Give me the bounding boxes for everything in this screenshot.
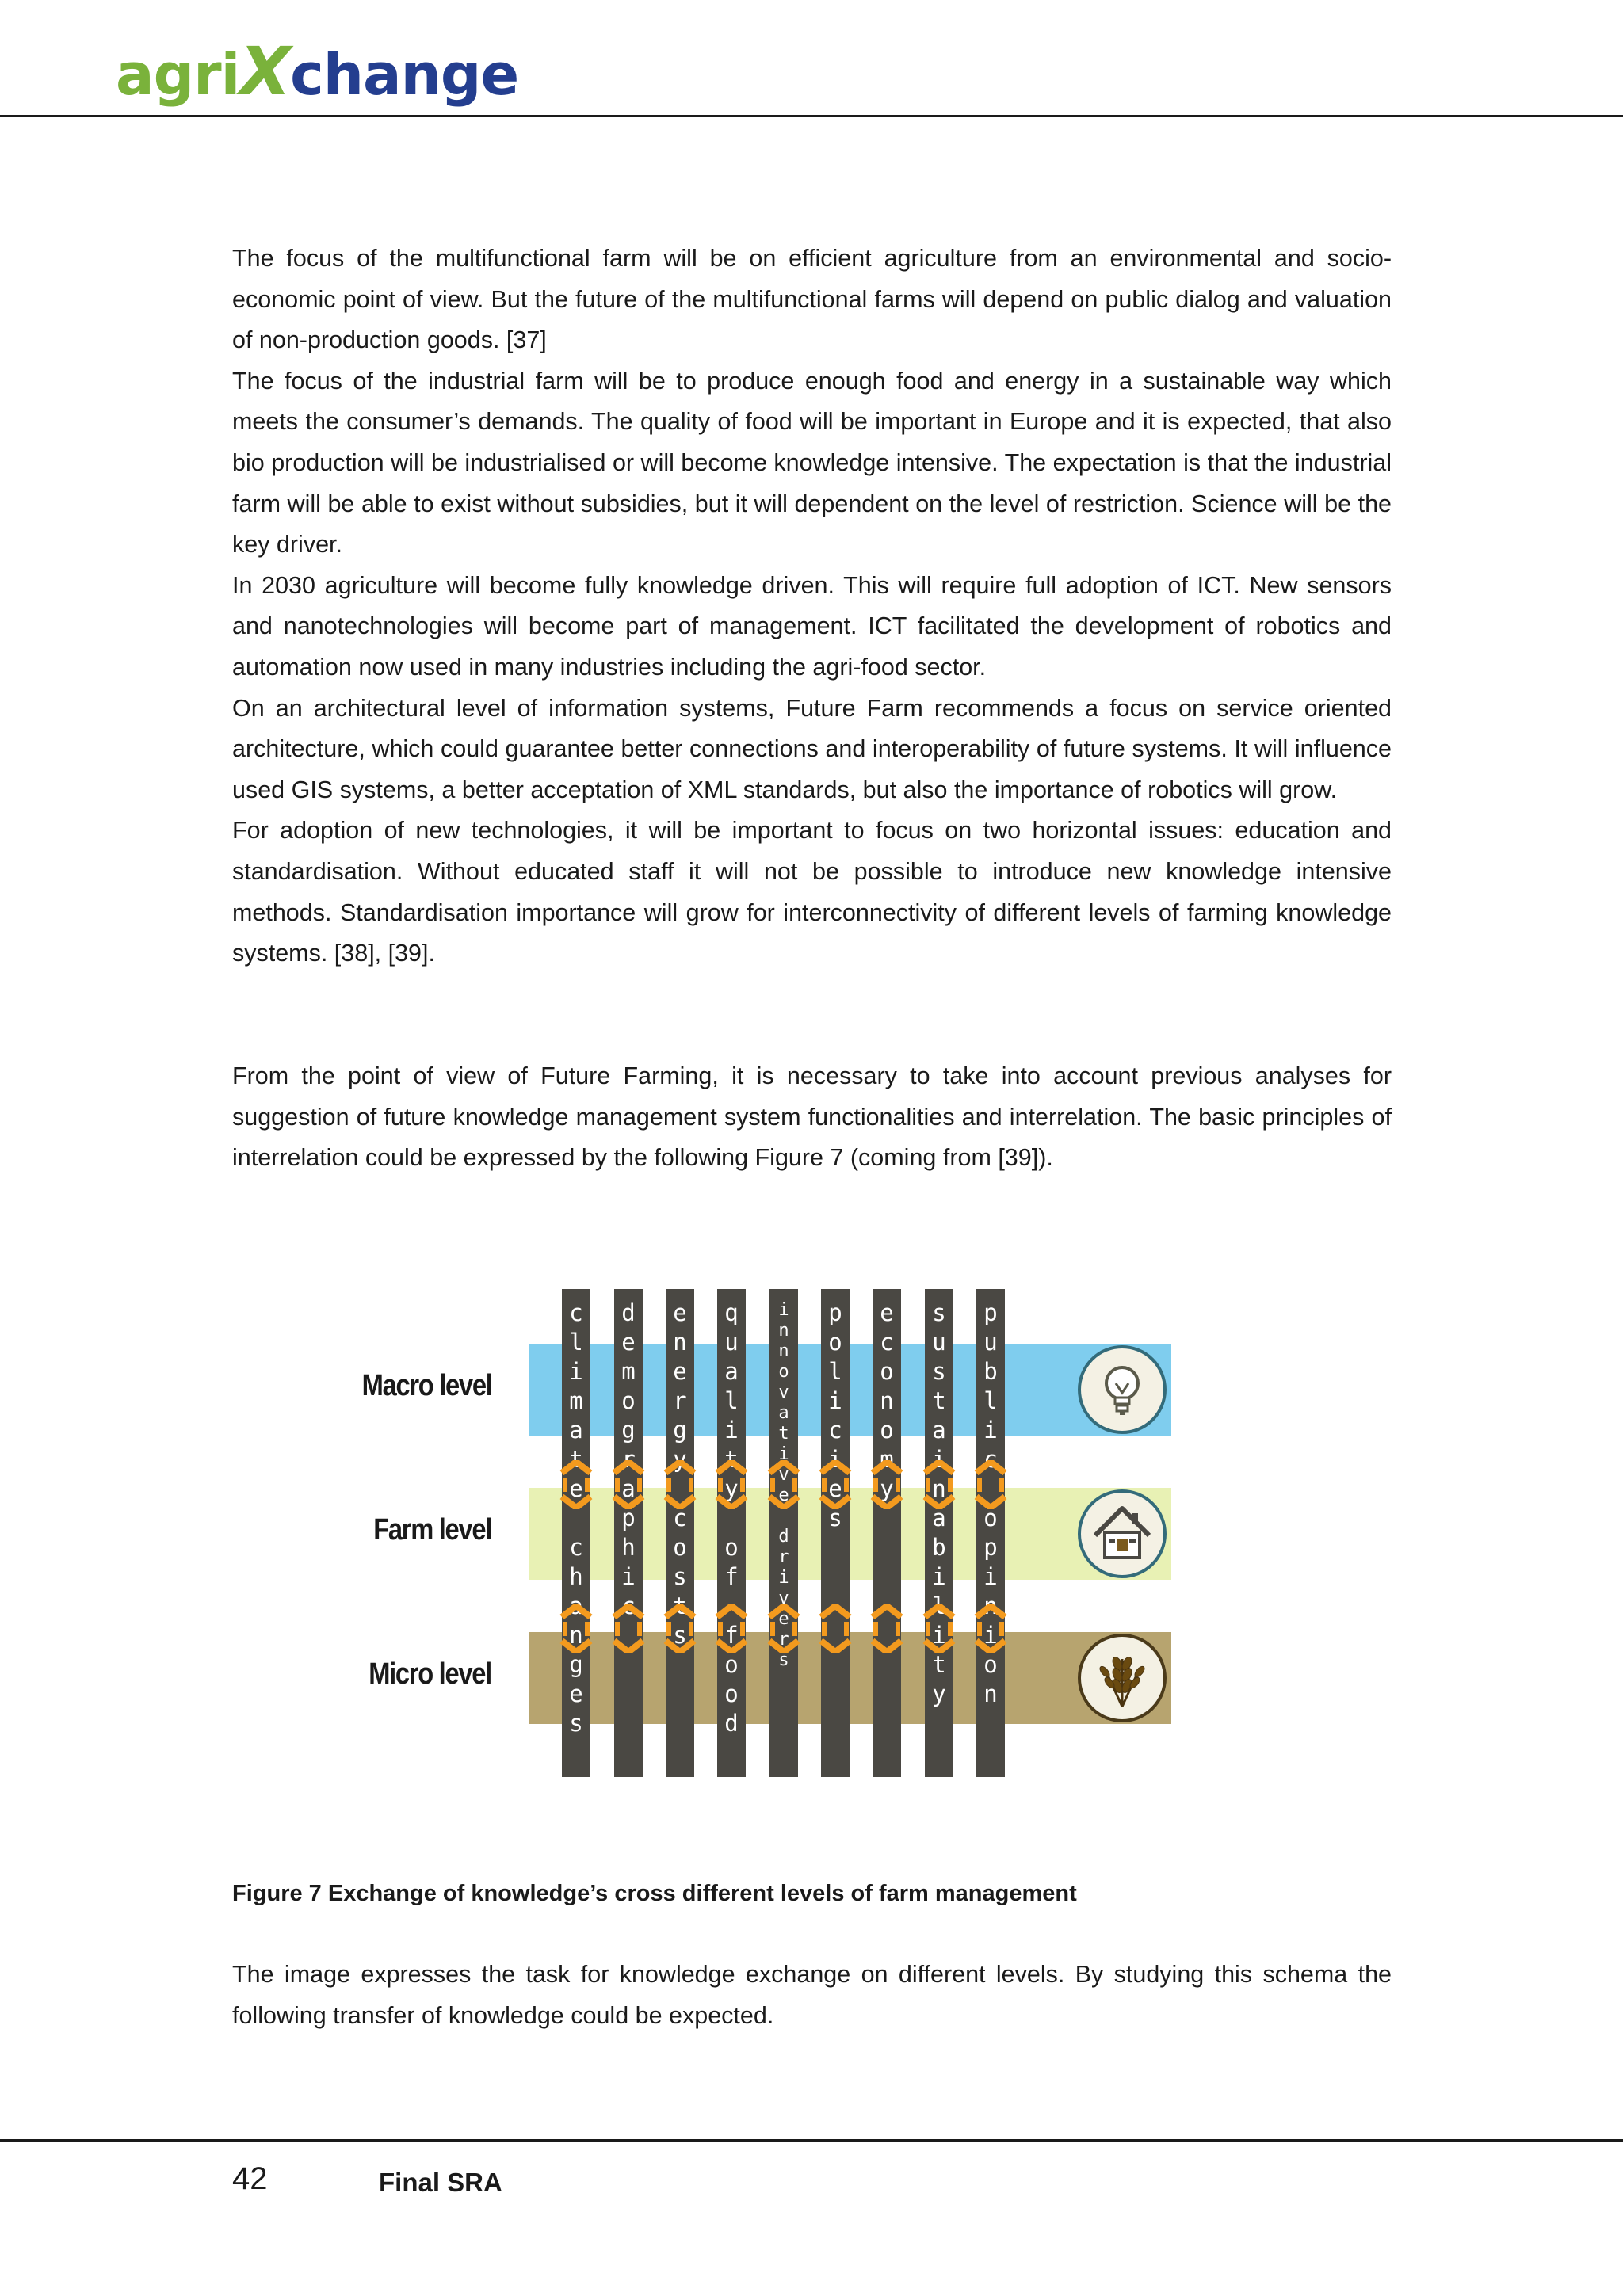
footer-divider [0, 2139, 1623, 2142]
column-label: i n n o v a t i v e d r i v e r s [778, 1300, 789, 1670]
paragraph: In 2030 agriculture will become fully knowledge driven. This will require full adoption of ICT. New sensors and nanotechnologies will become part of management. ICT facilitated the development of robotics and automation now used in many industries including the agri-food sector. [232, 571, 1392, 681]
exchange-arrow-icon [714, 1604, 749, 1653]
exchange-arrow-icon [663, 1460, 697, 1509]
footer-title: Final SRA [379, 2168, 502, 2197]
column-label: p u b l i c o p i n i o n [983, 1299, 998, 1707]
paragraph: On an architectural level of information systems, Future Farm recommends a focus on service oriented architecture, which could guarantee better connections and interoperability of future systems. It will influence used GIS systems, a better acceptation of XML standards, but also the importance of robotics will grow. [232, 694, 1392, 803]
column-policies [821, 1289, 850, 1777]
column-label: q u a l i t y o f f o o d [724, 1299, 739, 1737]
macro-level-label: Macro level [361, 1369, 491, 1402]
exchange-arrow-icon [714, 1460, 749, 1509]
column-label: c l i m a t e c h a n g e s [569, 1299, 583, 1737]
page-number: 42 [232, 2161, 268, 2196]
column-energy-costs [666, 1289, 694, 1777]
body-text-bottom [232, 1955, 1392, 2036]
lightbulb-icon [1078, 1345, 1167, 1434]
column-climate-changes [562, 1289, 590, 1777]
column-sustainability [925, 1289, 953, 1777]
house-icon [1078, 1489, 1167, 1578]
micro-level-label: Micro level [369, 1657, 491, 1691]
column-label: p o l i c i e s [828, 1299, 842, 1531]
figure-7-diagram [361, 1283, 1189, 1783]
agrixchange-logo: agriXchange [116, 32, 519, 110]
wheat-icon [1078, 1634, 1167, 1722]
farm-level-label: Farm level [373, 1513, 491, 1547]
paragraph: The focus of the industrial farm will be to produce enough food and energy in a sustainable way which meets the consumer’s demands. The quality of food will be important in Europe and it is expected, that also bio production will be industrialised or will become knowledge intensive. The expectation is that the industrial farm will be able to exist without subsidies, but it will dependent on the level of restriction. Science will be the key driver. [232, 367, 1392, 559]
body-text-mid [232, 1056, 1392, 1179]
exchange-arrow-icon [663, 1604, 697, 1653]
exchange-arrow-icon [818, 1460, 853, 1509]
exchange-arrow-icon [973, 1604, 1008, 1653]
exchange-arrow-icon [922, 1460, 957, 1509]
column-quality-of-food [717, 1289, 746, 1777]
paragraph: The image expresses the task for knowledge exchange on different levels. By studying this schema the following transfer of knowledge could be expected. [232, 1961, 1392, 2029]
column-public-opinion [976, 1289, 1005, 1777]
column-economy [873, 1289, 901, 1777]
paragraph: For adoption of new technologies, it will be important to focus on two horizontal issues: education and standardisation. Without educated staff it will not be possible to introduce new knowledge intensive methods. Standardisation importance will grow for interconnectivity of different levels of farming knowledge systems. [38], [39]. [232, 817, 1392, 967]
header-divider [0, 115, 1623, 117]
exchange-arrow-icon [869, 1460, 904, 1509]
exchange-arrow-icon [766, 1460, 801, 1509]
column-label: e n e r g y c o s t s [673, 1299, 687, 1649]
paragraph: The focus of the multifunctional farm will be on efficient agriculture from an environmental and socio-economic point of view. But the future of the multifunctional farms will depend on public dialog and valuation of non-production goods. [37] [232, 245, 1392, 354]
exchange-arrow-icon [559, 1460, 594, 1509]
body-text-top [232, 238, 1392, 974]
column-label: e c o n o m y [880, 1299, 894, 1502]
exchange-arrow-icon [766, 1604, 801, 1653]
column-innovative-drivers [769, 1289, 798, 1777]
column-demographic [614, 1289, 643, 1777]
figure-caption: Figure 7 Exchange of knowledge’s cross different levels of farm management [232, 1881, 1077, 1906]
exchange-arrow-icon [611, 1460, 646, 1509]
column-label: s u s t a i n a b i l i t y [932, 1299, 946, 1707]
exchange-arrow-icon [922, 1604, 957, 1653]
exchange-arrow-icon [559, 1604, 594, 1653]
exchange-arrow-icon [611, 1604, 646, 1653]
exchange-arrow-icon [973, 1460, 1008, 1509]
paragraph: From the point of view of Future Farming, it is necessary to take into account previous analyses for suggestion of future knowledge management system functionalities and interrelation. The basic principles of interrelation could be expressed by the following Figure 7 (coming from [39]). [232, 1062, 1392, 1172]
exchange-arrow-icon [869, 1604, 904, 1653]
column-label: d e m o g r a p h i c [621, 1299, 636, 1619]
page-header [0, 0, 1623, 117]
exchange-arrow-icon [818, 1604, 853, 1653]
